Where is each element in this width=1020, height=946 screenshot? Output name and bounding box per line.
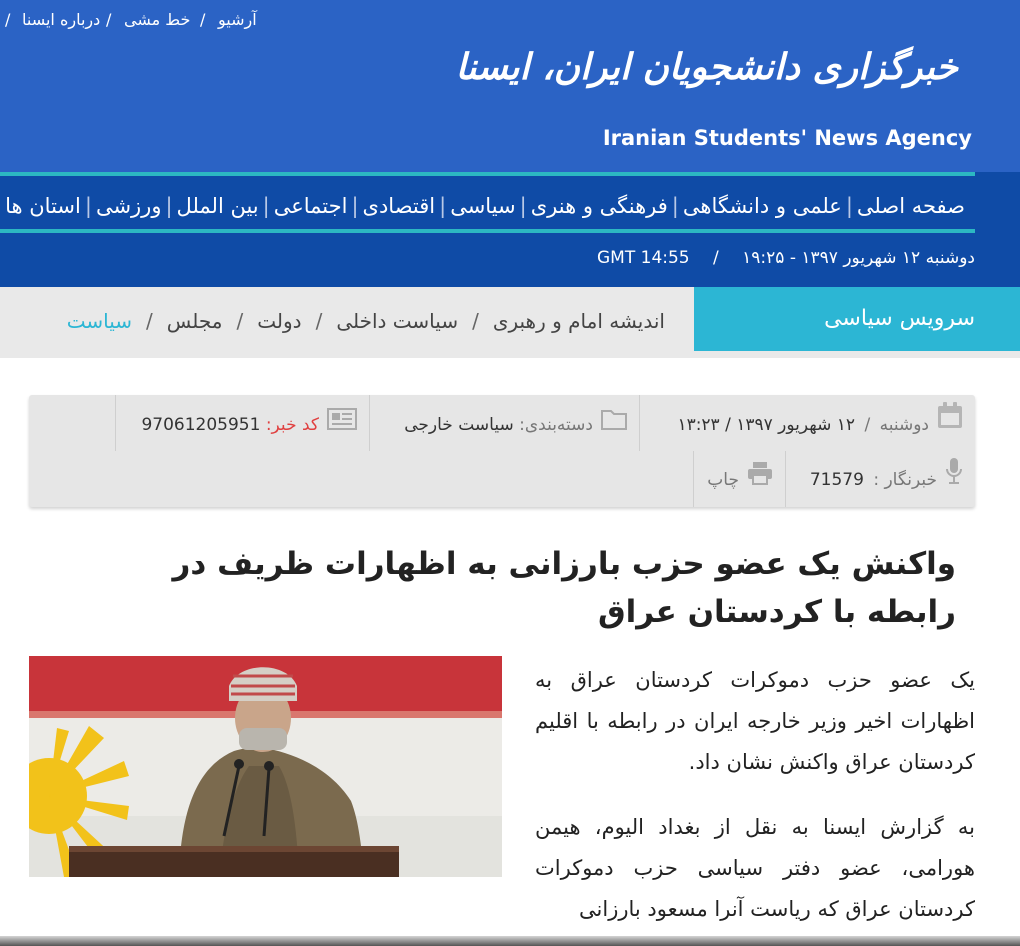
subnav-item-politics[interactable]: سیاست (66, 309, 133, 333)
nav-items (5, 186, 965, 226)
nav-top-rule (0, 172, 975, 176)
current-date: دوشنبه ۱۲ شهریور ۱۳۹۷ - ۱۹:۲۵ (742, 248, 975, 268)
meta-date (677, 397, 963, 447)
nav-item-social[interactable]: اجتماعی (273, 194, 348, 218)
subnav-separator: / (472, 309, 479, 333)
main-nav (0, 172, 1020, 287)
reporter-label: خبرنگار : (873, 470, 937, 490)
nav-separator: | (671, 194, 679, 218)
nav-item-home[interactable]: صفحه اصلی (856, 194, 965, 218)
category-label: دسته‌بندی: (519, 415, 593, 435)
reporter-value: 71579 (809, 470, 864, 490)
meta-divider (639, 395, 640, 451)
about-link[interactable]: درباره ایسنا (22, 10, 101, 29)
article-paragraph: یک عضو حزب دموکرات کردستان عراق به اظهارات اخیر وزیر خارجه ایران در رابطه با اقلیم کردستان عراق واکنش نشان داد. (535, 668, 975, 774)
nav-item-economy[interactable]: اقتصادی (362, 194, 436, 218)
microphone-icon (945, 452, 963, 508)
news-code-label: کد خبر: (265, 415, 319, 435)
print-label: چاپ (707, 470, 739, 490)
category-value[interactable]: سیاست خارجی (404, 415, 514, 435)
meta-divider (785, 451, 786, 507)
subnav-item-parliament[interactable]: مجلس (166, 309, 223, 333)
meta-news-code (141, 397, 357, 447)
top-links (0, 10, 264, 36)
nav-separator: | (262, 194, 270, 218)
gmt-time: GMT 14:55 (597, 248, 690, 268)
nav-separator: | (439, 194, 447, 218)
article-paragraph: به گزارش ایسنا به نقل از بغداد الیوم، هیمن هورامی، عضو دفتر سیاسی حزب دموکرات کردستان عراق که ریاست آنرا مسعود بارزانی (535, 815, 975, 921)
meta-divider (693, 451, 694, 507)
meta-datetime: ۱۲ شهریور ۱۳۹۷ / ۱۳:۲۳ (677, 415, 856, 435)
meta-reporter (810, 452, 963, 502)
article-headline: واکنش یک عضو حزب بارزانی به اظهارات ظریف در رابطه با کردستان عراق (172, 546, 956, 630)
subnav-item-government[interactable]: دولت (257, 309, 302, 333)
logo-persian-wordmark: خبرگزاری دانشجویان ایران، ایسنا (455, 46, 958, 88)
subnav-separator: / (315, 309, 323, 333)
date-line (597, 248, 975, 268)
nav-bottom-rule (0, 229, 975, 233)
nav-item-provinces[interactable]: استان ها (5, 194, 81, 218)
window-bottom-edge (0, 936, 1020, 946)
logo-english-wordmark: Iranian Students' News Agency (602, 126, 972, 150)
archive-link[interactable]: آرشیو (218, 10, 257, 29)
nav-separator: | (84, 194, 92, 218)
meta-divider (369, 395, 370, 451)
meta-category (404, 397, 627, 447)
subnav-item-leadership[interactable]: اندیشه امام و رهبری (492, 309, 665, 333)
subnav-separator: / (236, 309, 244, 333)
subnav-separator: / (146, 309, 153, 333)
top-link-separator: / (200, 10, 206, 29)
nav-separator: | (165, 194, 173, 218)
article-meta (29, 395, 975, 507)
top-link-separator: / (106, 10, 112, 29)
service-subnav (67, 309, 665, 339)
top-link-separator: / (5, 10, 11, 29)
date-separator: / (713, 248, 719, 268)
article-body (535, 660, 975, 946)
meta-day: دوشنبه (879, 415, 929, 435)
nav-separator: | (519, 194, 527, 218)
meta-date-slash: / (864, 415, 871, 435)
policy-link[interactable]: خط مشی (124, 10, 191, 29)
nav-separator: | (845, 194, 853, 218)
nav-item-science[interactable]: علمی و دانشگاهی (682, 194, 842, 218)
print-button[interactable] (707, 452, 773, 502)
news-code-value: 97061205951 (141, 415, 261, 435)
folder-icon (601, 397, 627, 453)
nav-item-international[interactable]: بین الملل (176, 194, 259, 218)
nav-item-culture[interactable]: فرهنگی و هنری (530, 194, 668, 218)
nav-separator: | (351, 194, 359, 218)
site-logo[interactable] (455, 42, 980, 160)
meta-divider (115, 395, 116, 451)
article-photo[interactable] (29, 656, 502, 877)
printer-icon (747, 452, 773, 508)
nav-item-politics[interactable]: سیاسی (450, 194, 516, 218)
service-bar (0, 287, 1020, 358)
site-header (0, 0, 1020, 172)
newspaper-icon (327, 397, 357, 453)
subnav-item-domestic[interactable]: سیاست داخلی (336, 309, 459, 333)
service-title[interactable]: سرویس سیاسی (694, 287, 1020, 351)
nav-item-sports[interactable]: ورزشی (95, 194, 162, 218)
calendar-icon (937, 397, 963, 453)
